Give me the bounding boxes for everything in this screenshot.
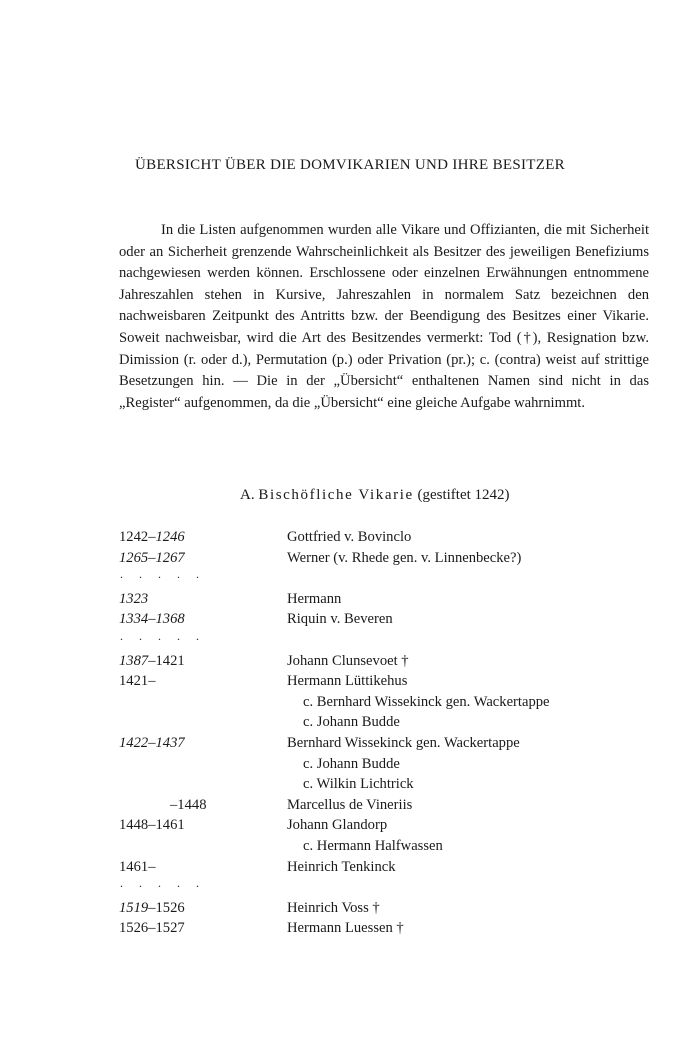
date-start: 1242 [119,529,149,545]
date-end: 1448 [177,796,207,813]
entry-name: Johann Clunsevoet † [287,652,409,669]
list-gap [119,877,659,898]
list-item [119,836,659,857]
section-prefix: A. [240,487,259,503]
date-start: 1422 [119,734,149,751]
entry-date [119,898,185,919]
entry-date [119,671,155,692]
date-start: 1461 [119,858,149,875]
date-start: 1387 [119,652,149,669]
date-separator: – [148,549,156,566]
page-title: ÜBERSICHT ÜBER DIE DOMVIKARIEN UND IHRE BESITZER [135,157,565,173]
date-start: 1448 [119,817,149,834]
entry-contra-name: c. Johann Budde [303,714,400,731]
date-start: 1421 [119,673,149,690]
date-end: 1368 [155,611,185,628]
entry-name: Heinrich Tenkinck [287,858,396,875]
list-item [119,754,659,775]
ellipsis-dots: . . . . . [120,628,206,643]
date-end: 1437 [155,734,185,751]
entry-name: Gottfried v. Bovinclo [287,529,412,545]
entry-date [119,815,185,836]
entry-date [119,918,185,939]
section-founded: (gestiftet 1242) [413,487,510,503]
list-item [119,671,659,692]
date-start: 1265 [119,549,149,566]
date-end: 1461 [155,817,185,834]
list-item [119,712,659,733]
ellipsis-dots: . . . . . [120,876,206,891]
list-item [119,692,659,713]
date-separator: – [148,817,156,834]
entry-name: Hermann Luessen † [287,920,404,937]
list-item [119,795,659,816]
entry-name: Riquin v. Beveren [287,611,393,628]
date-start: 1519 [119,899,149,916]
date-separator: – [148,734,156,751]
date-start: 1323 [119,590,149,607]
entry-contra-name: c. Bernhard Wissekinck gen. Wackertappe [303,693,550,710]
list-item [119,774,659,795]
vicar-list [119,527,659,939]
list-item [119,651,659,672]
entry-name: Bernhard Wissekinck gen. Wackertappe [287,734,520,751]
list-gap [119,568,659,589]
entry-contra-name: c. Wilkin Lichtrick [303,776,414,793]
entry-contra-name: c. Hermann Halfwassen [303,837,443,854]
list-item [119,898,659,919]
entry-date [119,733,185,754]
entry-date [119,527,185,548]
list-item [119,527,659,548]
intro-paragraph: In die Listen aufgenommen wurden alle Vikare und Offizianten, die mit Sicherheit oder an Sicherheit grenzende Wahrscheinlichkeit als Besitzer des jeweiligen Benefiziums nachgewiesen werden können. Erschlossene oder einzelnen Erwähnungen entnommene Jahreszahlen stehen in Kursive, Jahreszahlen in normalem Satz bezeichnen den nachweisbaren Zeitpunkt des Antritts bzw. der Beendigung des Besitzes einer Vikarie. Soweit nachweisbar, wird die Art des Besitzendes vermerkt: Tod (†), Resignation bzw. Dimission (r. oder d.), Permutation (p.) oder Privation (pr.); c. (contra) weist auf strittige Besetzungen hin. — Die in der „Übersicht“ enthaltenen Namen sind nicht in das „Register“ aufgenommen, da die „Übersicht“ eine gleiche Aufgabe wahrnimmt. [119,222,649,411]
entry-name: Johann Glandorp [287,817,388,834]
entry-name: Werner (v. Rhede gen. v. Linnenbecke?) [287,549,522,566]
date-separator: – [148,611,156,628]
date-end: 1526 [155,899,185,916]
entry-date [119,589,148,610]
date-separator: – [148,920,156,937]
date-separator: – [148,673,156,690]
section-heading [240,487,510,504]
date-start: 1334 [119,611,149,628]
entry-date [119,651,185,672]
ellipsis-dots: . . . . . [120,567,206,582]
entry-date [170,795,206,816]
date-end: 1527 [155,920,185,937]
entry-name: Hermann Lüttikehus [287,673,408,690]
date-end: 1267 [155,549,185,566]
entry-name: Marcellus de Vineriis [287,796,413,813]
list-item [119,589,659,610]
entry-name: Hermann [287,590,342,607]
date-separator: – [148,858,156,875]
entry-contra-name: c. Johann Budde [303,755,400,772]
date-separator: – [148,529,156,545]
date-end: 1246 [155,529,185,545]
list-item [119,815,659,836]
list-gap [119,630,659,651]
section-name: Bischöfliche Vikarie [258,487,414,503]
date-separator: – [148,652,156,669]
date-separator: – [170,796,178,813]
date-separator: – [148,899,156,916]
date-start: 1526 [119,920,149,937]
date-end: 1421 [155,652,185,669]
list-item [119,918,659,939]
entry-name: Heinrich Voss † [287,899,380,916]
list-item [119,733,659,754]
